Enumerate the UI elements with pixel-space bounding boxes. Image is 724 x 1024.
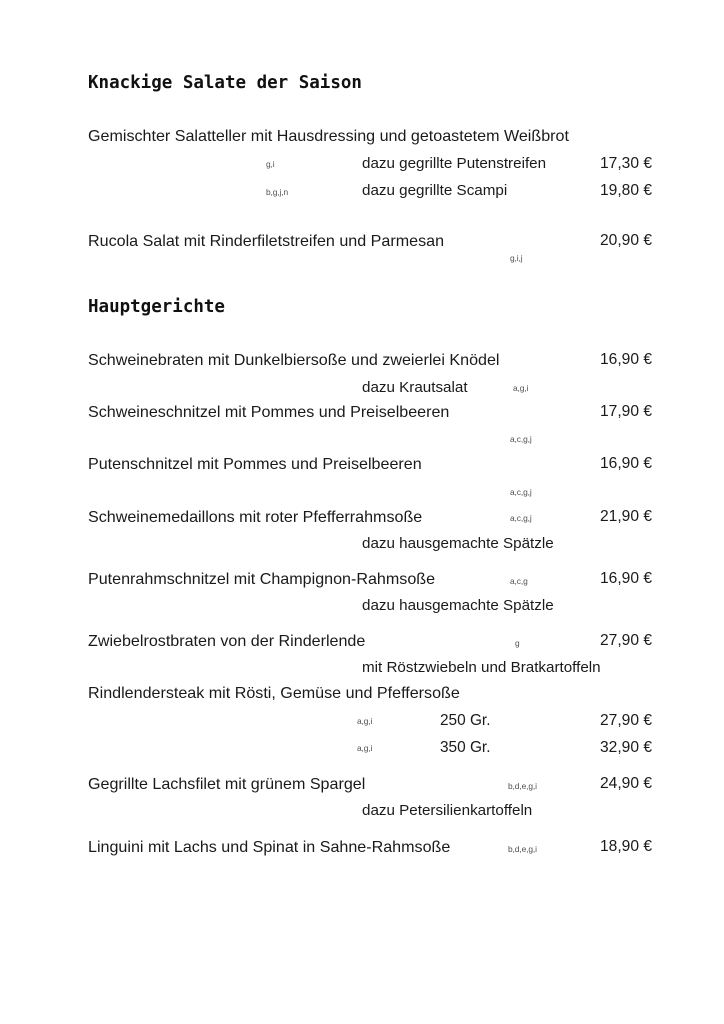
dish-price: 19,80 € [599, 182, 652, 199]
dish-name: Putenrahmschnitzel mit Champignon-Rahmsoße [88, 570, 436, 588]
allergen-code: g [515, 638, 520, 648]
dish-name: Schweineschnitzel mit Pommes und Preiselbeeren [88, 403, 450, 421]
dish-name: Putenschnitzel mit Pommes und Preiselbeeren [88, 455, 422, 473]
dish-name: Gegrillte Lachsfilet mit grünem Spargel [88, 775, 366, 793]
dish-price: 27,90 € [599, 632, 652, 649]
dish-name: Rucola Salat mit Rinderfiletstreifen und Parmesan [88, 232, 445, 250]
dish-option-label: dazu gegrillte Scampi [362, 182, 508, 199]
portion-weight: 250 Gr. [440, 712, 491, 729]
dish-price: 27,90 € [599, 712, 652, 729]
allergen-code: b,d,e,g,i [508, 781, 537, 791]
allergen-code: a,c,g [510, 576, 528, 586]
dish-name: Zwiebelrostbraten von der Rinderlende [88, 632, 366, 650]
dish-price: 16,90 € [599, 351, 652, 368]
dish-note: mit Röstzwiebeln und Bratkartoffeln [362, 659, 601, 676]
allergen-code: a,c,g,j [510, 487, 532, 497]
dish-note: dazu Krautsalat [362, 379, 468, 396]
dish-price: 17,30 € [599, 155, 652, 172]
dish-note: dazu hausgemachte Spätzle [362, 597, 554, 614]
dish-name: Schweinemedaillons mit roter Pfefferrahmsoße [88, 508, 423, 526]
section-heading-salate: Knackige Salate der Saison [88, 73, 362, 93]
section-heading-hauptgerichte: Hauptgerichte [88, 297, 225, 317]
portion-weight: 350 Gr. [440, 739, 491, 756]
dish-name: Gemischter Salatteller mit Hausdressing und getoastetem Weißbrot [88, 127, 569, 145]
dish-price: 16,90 € [599, 570, 652, 587]
dish-name: Schweinebraten mit Dunkelbiersoße und zweierlei Knödel [88, 351, 500, 369]
allergen-code: a,c,g,j [510, 434, 532, 444]
dish-name: Rindlendersteak mit Rösti, Gemüse und Pfeffersoße [88, 684, 460, 702]
allergen-code: g,i [266, 159, 275, 169]
dish-price: 17,90 € [599, 403, 652, 420]
dish-price: 20,90 € [599, 232, 652, 249]
allergen-code: a,g,i [513, 383, 529, 393]
dish-price: 16,90 € [599, 455, 652, 472]
allergen-code: b,d,e,g,i [508, 844, 537, 854]
dish-price: 21,90 € [599, 508, 652, 525]
dish-price: 24,90 € [599, 775, 652, 792]
allergen-code: a,c,g,j [510, 513, 532, 523]
dish-name: Linguini mit Lachs und Spinat in Sahne-Rahmsoße [88, 838, 451, 856]
dish-note: dazu Petersilienkartoffeln [362, 802, 533, 819]
dish-price: 18,90 € [599, 838, 652, 855]
allergen-code: a,g,i [357, 716, 373, 726]
allergen-code: a,g,i [357, 743, 373, 753]
allergen-code: b,g,j,n [266, 187, 289, 197]
dish-option-label: dazu gegrillte Putenstreifen [362, 155, 547, 172]
allergen-code: g,i,j [510, 253, 523, 263]
dish-note: dazu hausgemachte Spätzle [362, 535, 554, 552]
dish-price: 32,90 € [599, 739, 652, 756]
